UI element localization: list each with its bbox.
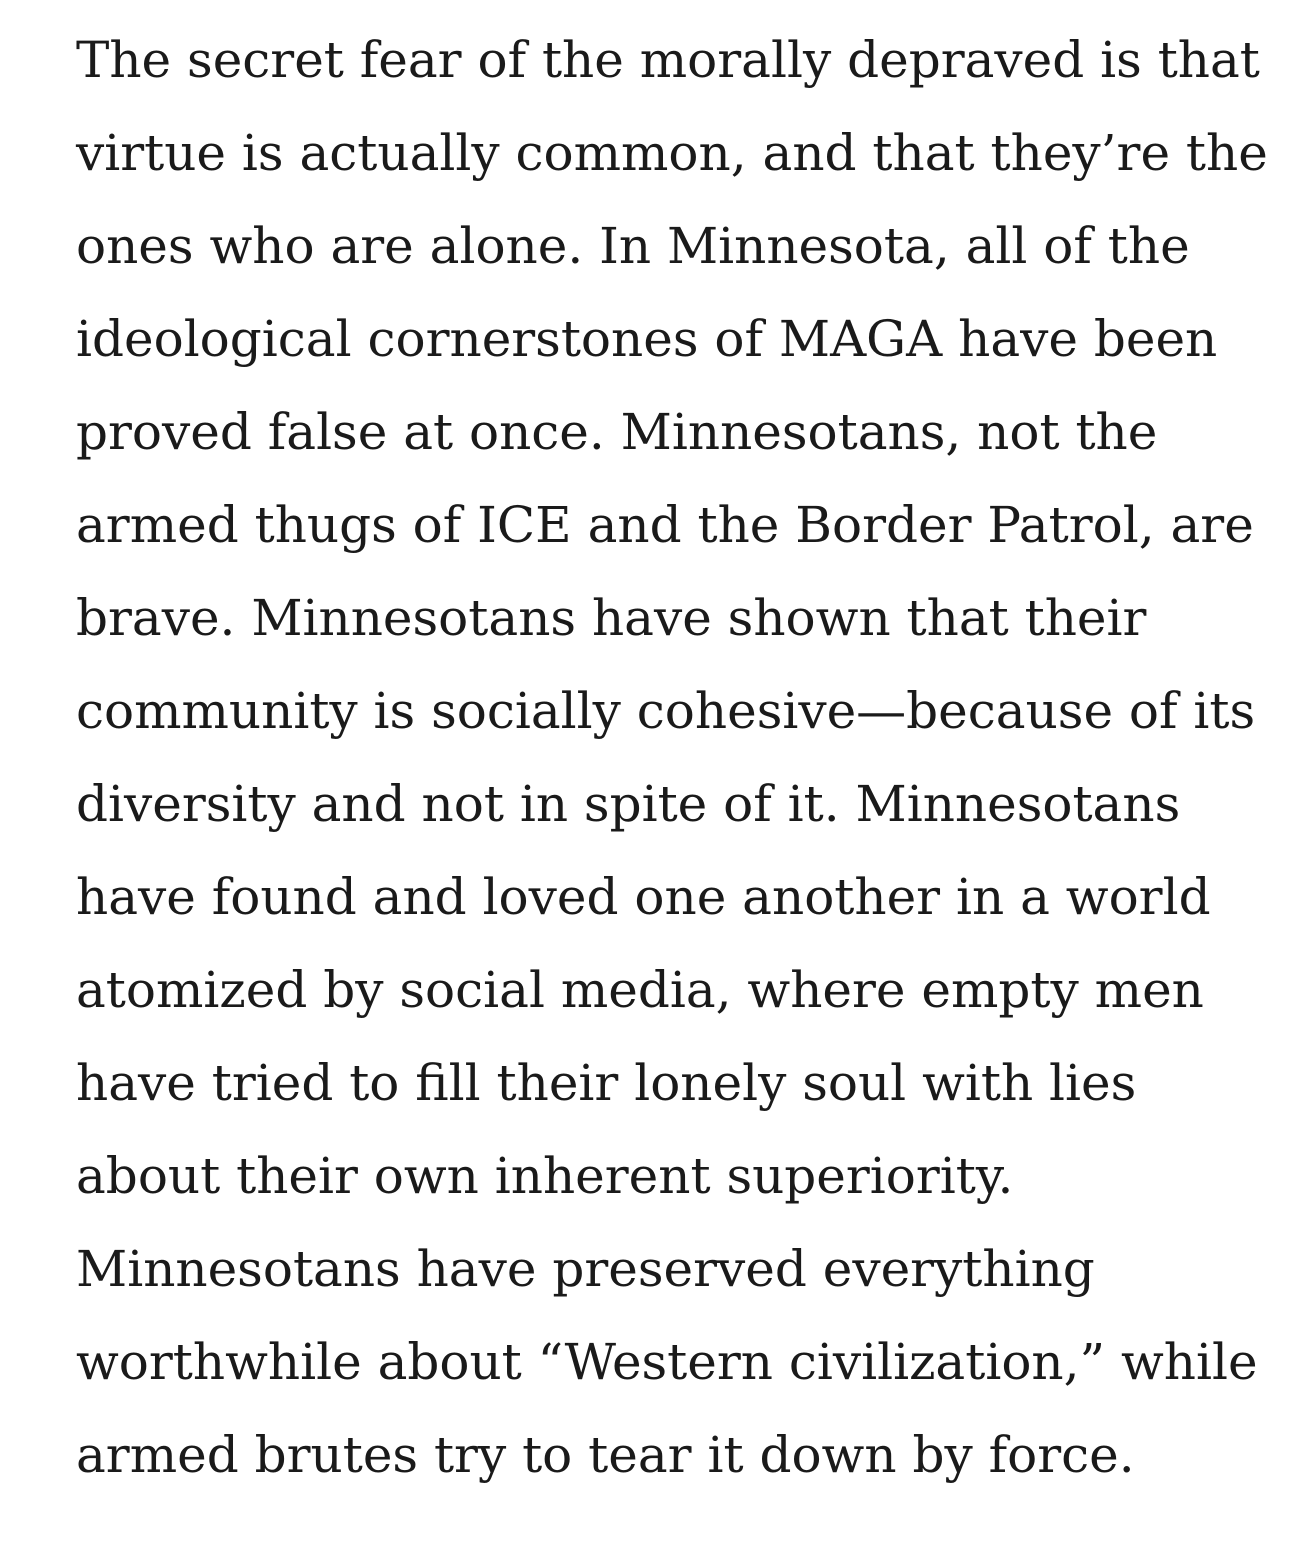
paragraph-line: atomized by social media, where empty men: [76, 961, 1204, 1019]
article-paragraph: [76, 14, 1266, 1502]
paragraph-line: community is socially cohesive—because of its: [76, 682, 1256, 740]
paragraph-line: proved false at once. Minnesotans, not the: [76, 403, 1158, 461]
paragraph-line: virtue is actually common, and that they’re the: [76, 124, 1268, 182]
paragraph-line: Minnesotans have preserved everything: [76, 1240, 1095, 1298]
paragraph-line: have found and loved one another in a world: [76, 868, 1211, 926]
paragraph-line: diversity and not in spite of it. Minnesotans: [76, 775, 1181, 833]
paragraph-line: about their own inherent superiority.: [76, 1147, 1014, 1205]
paragraph-line: The secret fear of the morally depraved is that: [76, 31, 1260, 89]
paragraph-line: have tried to fill their lonely soul with lies: [76, 1054, 1137, 1112]
paragraph-line: worthwhile about “Western civilization,” while: [76, 1333, 1258, 1391]
paragraph-line: brave. Minnesotans have shown that their: [76, 589, 1147, 647]
paragraph-line: armed thugs of ICE and the Border Patrol, are: [76, 496, 1254, 554]
paragraph-line: ones who are alone. In Minnesota, all of the: [76, 217, 1190, 275]
paragraph-line: ideological cornerstones of MAGA have been: [76, 310, 1218, 368]
paragraph-line: armed brutes try to tear it down by force.: [76, 1426, 1135, 1484]
